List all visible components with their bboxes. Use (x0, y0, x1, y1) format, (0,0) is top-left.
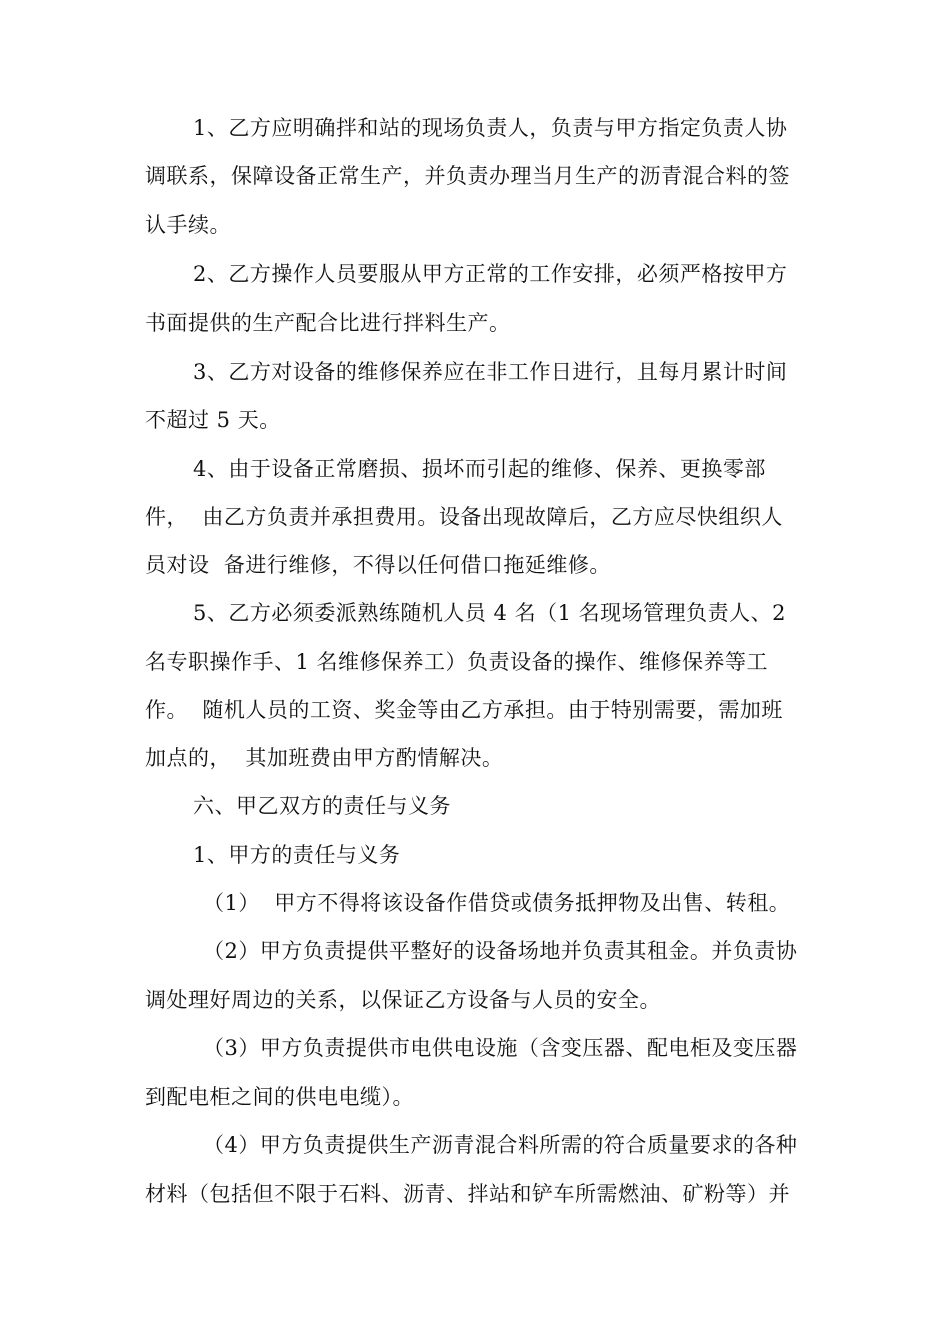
clause-2-line-1: 2、乙方操作人员要服从甲方正常的工作安排，必须严格按甲方 (193, 262, 788, 286)
item-3-line-1: （3）甲方负责提供市电供电设施（含变压器、配电柜及变压器 (203, 1036, 798, 1060)
clause-3-line-2: 不超过 5 天。 (145, 408, 281, 432)
clause-5-line-1: 5、乙方必须委派熟练随机人员 4 名（1 名现场管理负责人、2 (193, 601, 786, 625)
item-2-line-1: （2）甲方负责提供平整好的设备场地并负责其租金。并负责协 (203, 939, 798, 963)
clause-2-line-2: 书面提供的生产配合比进行拌料生产。 (145, 311, 511, 335)
item-4-line-2: 材料（包括但不限于石料、沥青、拌站和铲车所需燃油、矿粉等）并 (145, 1182, 790, 1206)
clause-1-line-3: 认手续。 (145, 213, 231, 237)
section-six-heading: 六、甲乙双方的责任与义务 (193, 794, 451, 818)
clause-5-line-3: 作。 随机人员的工资、奖金等由乙方承担。由于特别需要，需加班 (145, 698, 783, 722)
item-3-line-2: 到配电柜之间的供电电缆）。 (145, 1085, 414, 1109)
clause-1-line-1: 1、乙方应明确拌和站的现场负责人，负责与甲方指定负责人协 (193, 116, 788, 140)
party-a-duties-heading: 1、甲方的责任与义务 (193, 843, 401, 867)
clause-5-line-2: 名专职操作手、1 名维修保养工）负责设备的操作、维修保养等工 (145, 650, 769, 674)
clause-4-line-3: 员对设 备进行维修，不得以任何借口拖延维修。 (145, 553, 611, 577)
clause-5-line-4: 加点的， 其加班费由甲方酌情解决。 (145, 746, 504, 770)
item-1-line-1: （1） 甲方不得将该设备作借贷或债务抵押物及出售、转租。 (203, 891, 791, 915)
clause-3-line-1: 3、乙方对设备的维修保养应在非工作日进行，且每月累计时间 (193, 360, 788, 384)
item-4-line-1: （4）甲方负责提供生产沥青混合料所需的符合质量要求的各种 (203, 1133, 798, 1157)
clause-4-line-2: 件， 由乙方负责并承担费用。设备出现故障后，乙方应尽快组织人 (145, 505, 783, 529)
clause-4-line-1: 4、由于设备正常磨损、损坏而引起的维修、保养、更换零部 (193, 457, 766, 481)
clause-1-line-2: 调联系，保障设备正常生产，并负责办理当月生产的沥青混合料的签 (145, 164, 790, 188)
item-2-line-2: 调处理好周边的关系，以保证乙方设备与人员的安全。 (145, 988, 661, 1012)
